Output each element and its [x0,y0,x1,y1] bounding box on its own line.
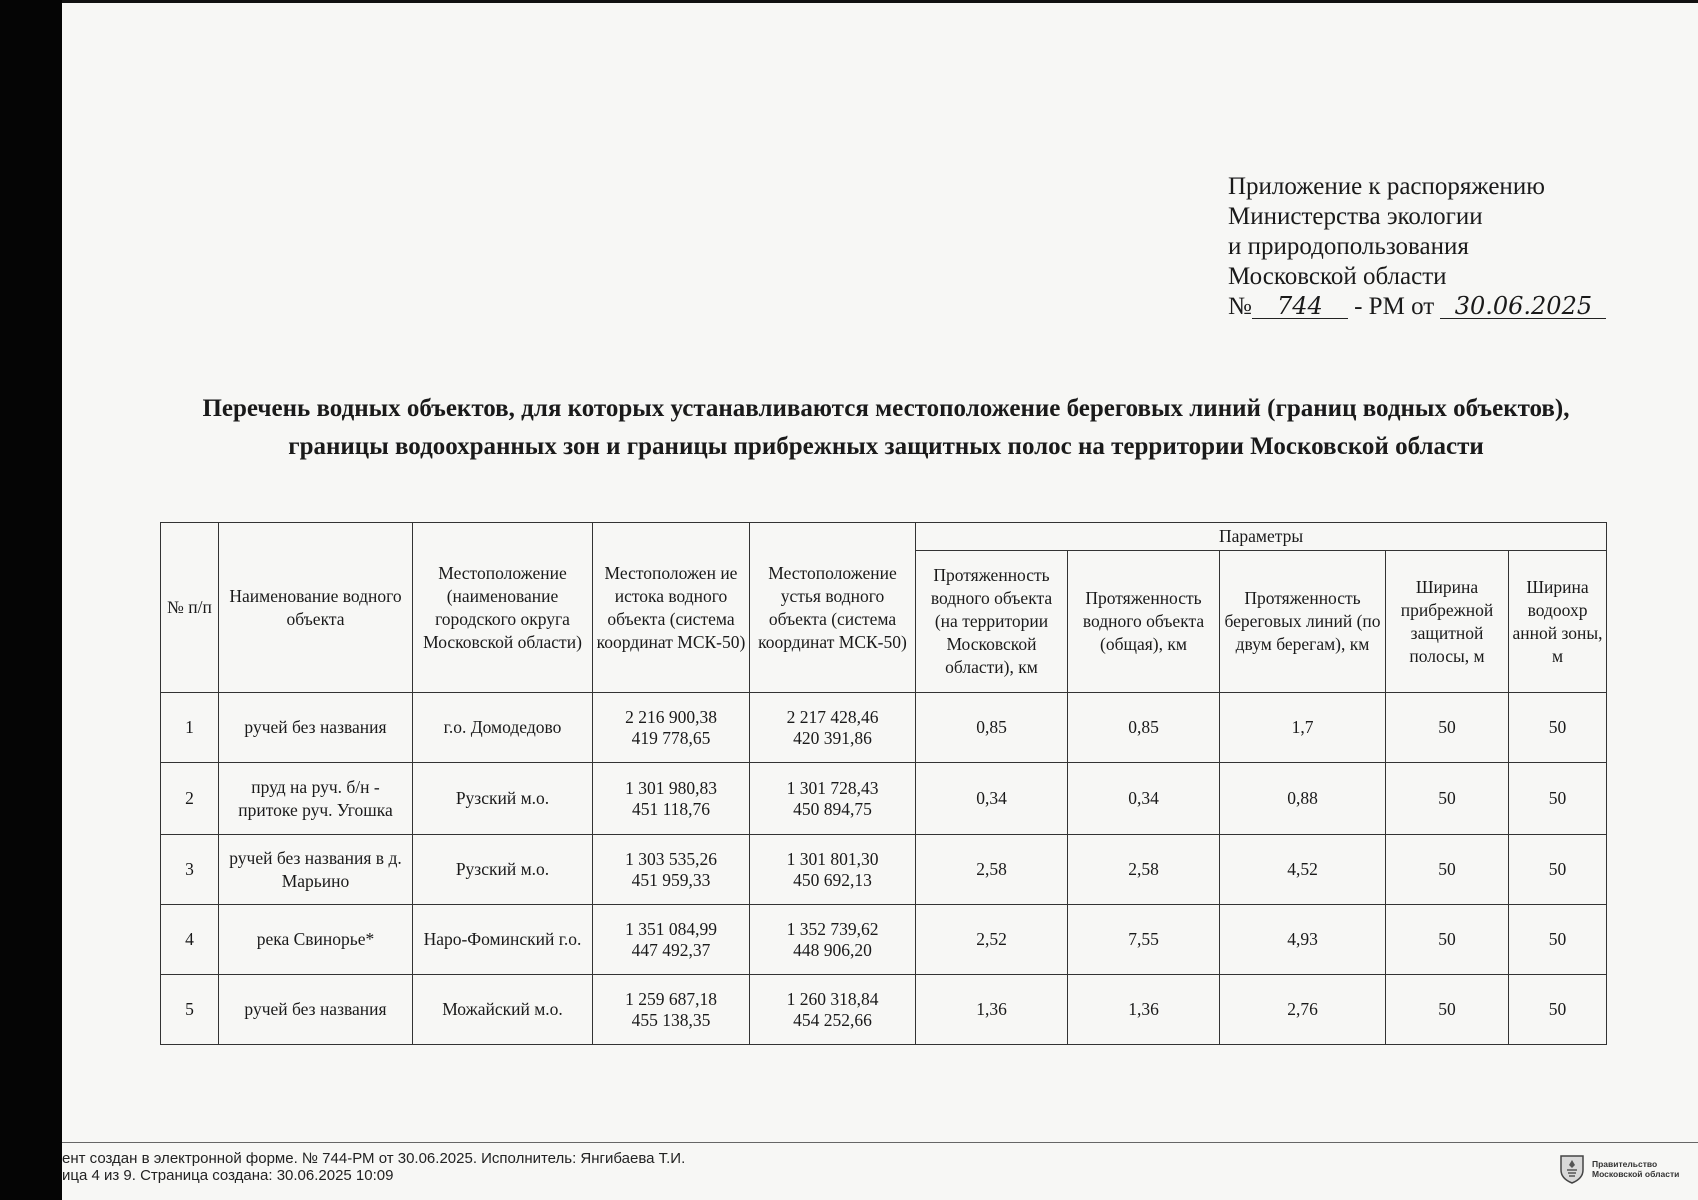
number-prefix: № [1228,293,1252,320]
source-x: 1 351 084,99 [625,918,717,939]
header-params: Параметры [916,523,1607,551]
cell-mouth [750,905,916,975]
mouth-y: 420 391,86 [793,727,872,748]
cell-location: Рузский м.о. [413,835,593,905]
cell-name: река Свинорье* [219,905,413,975]
cell-shore-length: 1,7 [1220,693,1386,763]
cell-source [593,975,750,1045]
table-row [161,905,1607,975]
header-length-total: Протяженность водного объекта (общая), км [1068,551,1220,693]
scan-top-edge [62,0,1698,3]
cell-length-total: 7,55 [1068,905,1220,975]
table-row [161,835,1607,905]
cell-zone-width: 50 [1509,905,1607,975]
cell-shore-length: 0,88 [1220,763,1386,835]
footer-divider [62,1142,1698,1143]
header-name: Наименование водного объекта [219,523,413,693]
cell-mouth [750,835,916,905]
government-label [1592,1159,1679,1179]
cell-shore-length: 4,52 [1220,835,1386,905]
cell-name: ручей без названия в д. Марьино [219,835,413,905]
order-middle-text: - РМ от [1354,293,1435,320]
cell-shore-length: 2,76 [1220,975,1386,1045]
cell-length-region: 0,85 [916,693,1068,763]
cell-name: пруд на руч. б/н - притоке руч. Угошка [219,763,413,835]
header-num: № п/п [161,523,219,693]
water-objects-table [160,522,1607,1045]
cell-strip-width: 50 [1386,763,1509,835]
table-row [161,763,1607,835]
cell-mouth [750,763,916,835]
cell-location: г.о. Домодедово [413,693,593,763]
header-row-1 [161,523,1607,551]
cell-length-total: 0,85 [1068,693,1220,763]
cell-location: Рузский м.о. [413,763,593,835]
mouth-x: 1 301 801,30 [786,848,879,869]
scan-left-edge [0,0,62,1200]
header-length-region: Протяженность водного объекта (на территории Московской области), км [916,551,1068,693]
footer-stamp [62,1150,685,1184]
cell-mouth [750,975,916,1045]
cell-strip-width: 50 [1386,835,1509,905]
mouth-y: 454 252,66 [793,1009,872,1030]
cell-strip-width: 50 [1386,975,1509,1045]
source-x: 2 216 900,38 [625,706,717,727]
cell-source [593,835,750,905]
cell-length-region: 2,52 [916,905,1068,975]
header-zone-width: Ширина водоохр анной зоны, м [1509,551,1607,693]
cell-zone-width: 50 [1509,835,1607,905]
cell-length-total: 0,34 [1068,763,1220,835]
annex-line-1: Приложение к распоряжению [1228,173,1545,200]
cell-location: Наро-Фоминский г.о. [413,905,593,975]
cell-num: 5 [161,975,219,1045]
mouth-y: 450 692,13 [793,869,872,890]
cell-zone-width: 50 [1509,763,1607,835]
coat-of-arms-icon [1558,1154,1586,1184]
annex-line-2: Министерства экологии [1228,203,1483,230]
mouth-x: 1 260 318,84 [786,988,879,1009]
source-x: 1 259 687,18 [625,988,717,1009]
cell-source [593,905,750,975]
cell-length-total: 1,36 [1068,975,1220,1045]
footer-line-2: ица 4 из 9. Страница создана: 30.06.2025 10:09 [62,1167,394,1184]
mouth-x: 1 352 739,62 [786,918,879,939]
source-y: 455 138,35 [631,1009,711,1030]
header-location: Местоположение (наименование городского округа Московской области) [413,523,593,693]
mouth-x: 2 217 428,46 [786,706,879,727]
source-y: 451 959,33 [631,869,711,890]
cell-length-total: 2,58 [1068,835,1220,905]
annex-line-4: Московской области [1228,263,1447,290]
document-title: Перечень водных объектов, для которых устанавливаются местоположение береговых линий (границ водных объектов), границы водоохранных зон и границы прибрежных защитных полос на территории Московской области [202,395,1570,460]
cell-strip-width: 50 [1386,693,1509,763]
cell-name: ручей без названия [219,975,413,1045]
cell-name: ручей без названия [219,693,413,763]
cell-length-region: 0,34 [916,763,1068,835]
mouth-y: 448 906,20 [793,939,872,960]
cell-location: Можайский м.о. [413,975,593,1045]
annex-line-3: и природопользования [1228,233,1469,260]
handwritten-number: 744 [1252,294,1348,319]
cell-length-region: 2,58 [916,835,1068,905]
cell-mouth [750,693,916,763]
government-logo [1558,1154,1679,1184]
cell-num: 3 [161,835,219,905]
table-row [161,693,1607,763]
cell-strip-width: 50 [1386,905,1509,975]
header-shore-length: Протяженность береговых линий (по двум берегам), км [1220,551,1386,693]
source-x: 1 301 980,83 [625,777,717,798]
cell-zone-width: 50 [1509,975,1607,1045]
source-y: 451 118,76 [631,798,711,819]
header-strip-width: Ширина прибрежной защитной полосы, м [1386,551,1509,693]
cell-source [593,693,750,763]
cell-num: 4 [161,905,219,975]
gov-label-line-2: Московской области [1592,1169,1680,1179]
footer-line-1: ент создан в электронной форме. № 744-РМ от 30.06.2025. Исполнитель: Янгибаева Т.И. [62,1150,686,1167]
cell-num: 1 [161,693,219,763]
cell-num: 2 [161,763,219,835]
source-y: 419 778,65 [631,727,711,748]
handwritten-date: 30.06.2025 [1440,294,1606,319]
mouth-x: 1 301 728,43 [786,777,879,798]
mouth-y: 450 894,75 [793,798,872,819]
cell-shore-length: 4,93 [1220,905,1386,975]
source-y: 447 492,37 [631,939,711,960]
header-source: Местоположен ие истока водного объекта (система координат МСК-50) [593,523,750,693]
cell-length-region: 1,36 [916,975,1068,1045]
annex-number-line [1228,292,1606,322]
header-mouth: Местоположение устья водного объекта (система координат МСК-50) [750,523,916,693]
gov-label-line-1: Правительство [1592,1159,1658,1169]
table-row [161,975,1607,1045]
source-x: 1 303 535,26 [625,848,717,869]
annex-block [1228,172,1606,322]
cell-zone-width: 50 [1509,693,1607,763]
cell-source [593,763,750,835]
